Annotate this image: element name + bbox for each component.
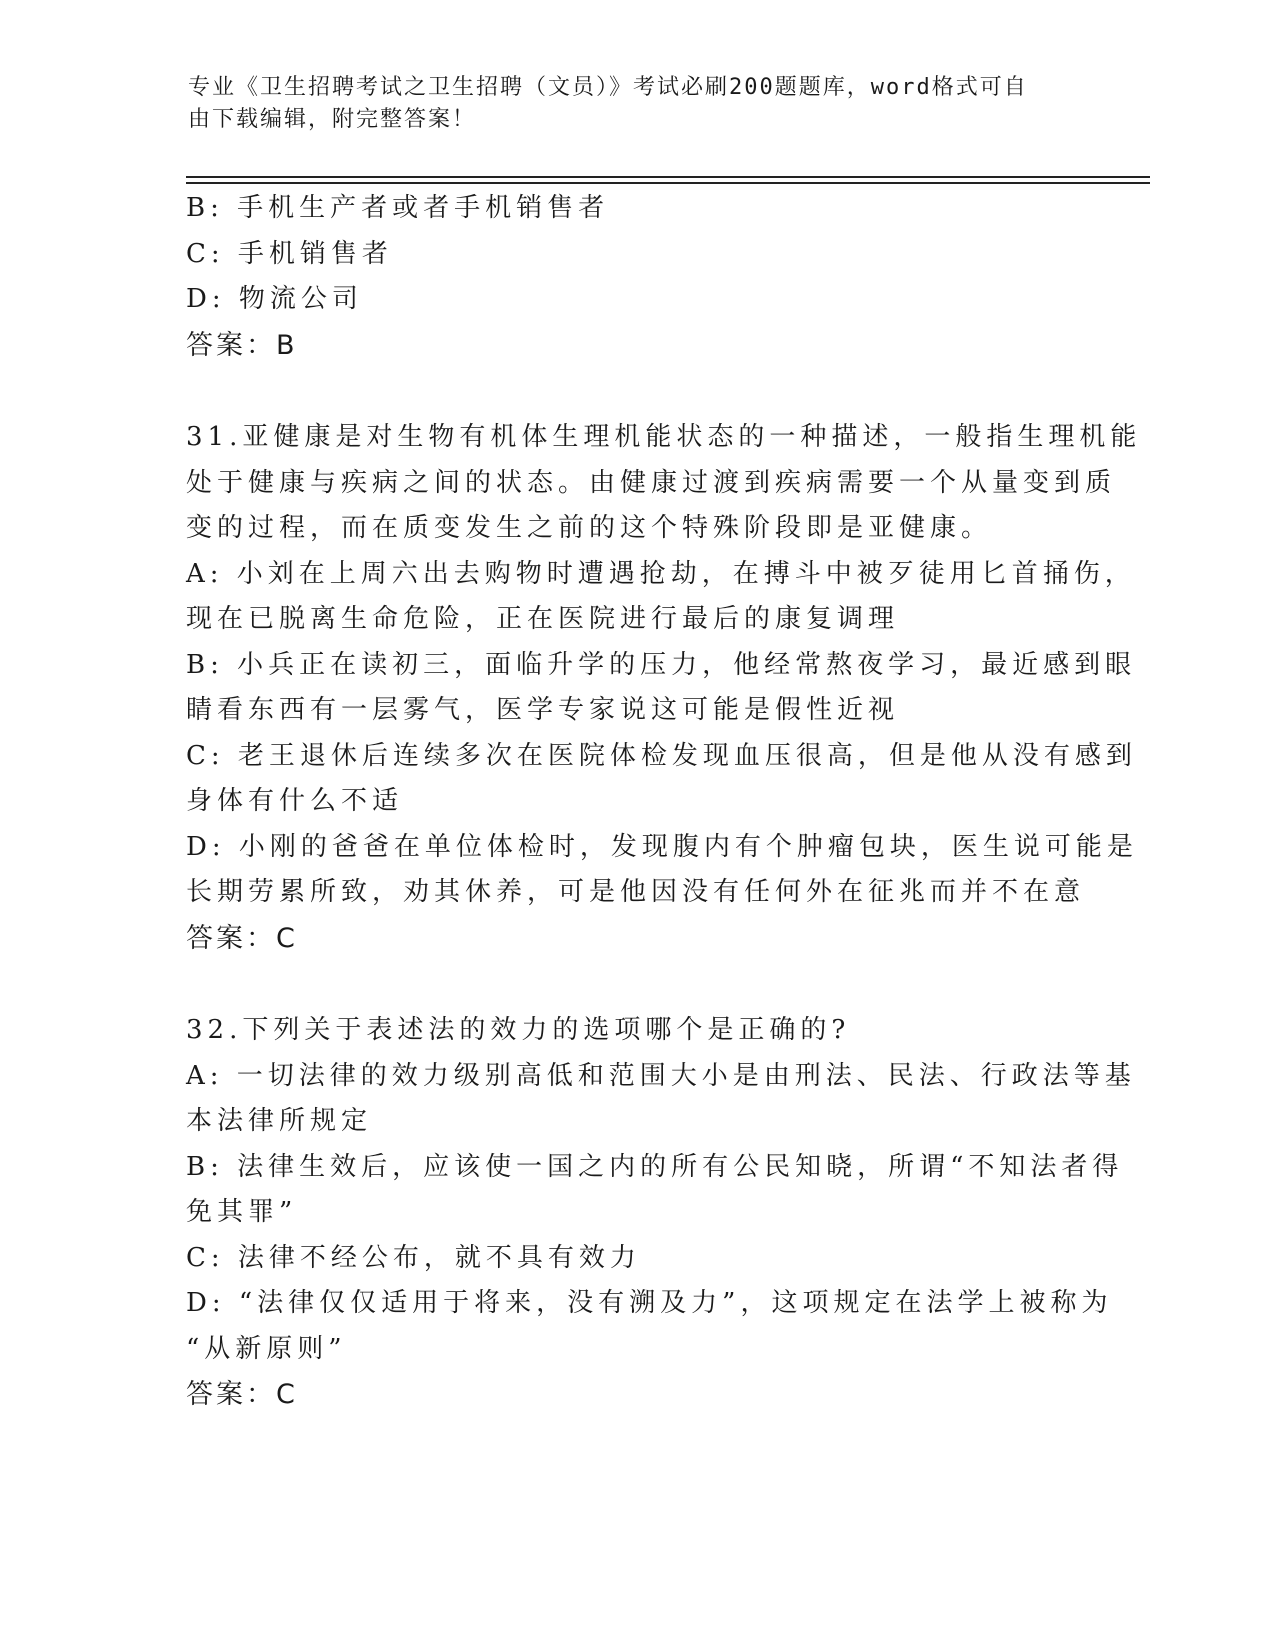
question-spacer xyxy=(186,961,1086,1008)
q30-option-c: C: 手机销售者 xyxy=(186,238,393,269)
q31-option-c-line-1: C: 老王退休后连续多次在医院体检发现血压很高，但是他从没有感到 xyxy=(186,740,1137,771)
q32-option-d-line-2: “从新原则” xyxy=(186,1333,347,1364)
q32-option-a-line-1: A: 一切法律的效力级别高低和范围大小是由刑法、民法、行政法等基 xyxy=(186,1060,1136,1091)
q31-stem-line-1: 31.亚健康是对生物有机体生理机能状态的一种描述，一般指生理机能 xyxy=(186,422,1142,452)
question-spacer xyxy=(186,368,1086,415)
q32-option-a-line-2: 本法律所规定 xyxy=(186,1106,373,1136)
q32-option-c-line-1: C: 法律不经公布，就不具有效力 xyxy=(186,1242,641,1273)
header-title-line-1: 专业《卫生招聘考试之卫生招聘（文员）》考试必刷200题题库，word格式可自 xyxy=(188,75,1028,100)
q32-option-d-line-1: D: “法律仅仅适用于将来，没有溯及力”，这项规定在法学上被称为 xyxy=(186,1288,1113,1318)
q31-option-c-line-2: 身体有什么不适 xyxy=(186,786,404,816)
q32-answer: 答案：C xyxy=(186,1379,298,1410)
q32-option-b-line-1: B: 法律生效后，应该使一国之内的所有公民知晓，所谓“不知法者得 xyxy=(186,1151,1124,1182)
header-title-line-2: 由下载编辑，附完整答案！ xyxy=(188,107,477,132)
q31-option-b-line-2: 睛看东西有一层雾气，医学专家说这可能是假性近视 xyxy=(186,695,900,725)
header-divider-top xyxy=(186,176,1150,178)
question-30-block xyxy=(186,186,1086,368)
question-31-block xyxy=(186,415,1142,961)
q31-option-a-line-1: A: 小刘在上周六出去购物时遭遇抢劫，在搏斗中被歹徒用匕首捅伤， xyxy=(186,558,1136,589)
document-body xyxy=(186,186,1142,1418)
q31-answer: 答案：C xyxy=(186,922,298,954)
q31-stem-line-2: 处于健康与疾病之间的状态。由健康过渡到疾病需要一个从量变到质 xyxy=(186,467,1117,498)
q32-option-b-line-2: 免其罪” xyxy=(186,1197,298,1227)
q30-option-b: B: 手机生产者或者手机销售者 xyxy=(186,193,610,223)
q31-option-a-line-2: 现在已脱离生命危险，正在医院进行最后的康复调理 xyxy=(186,604,900,634)
q30-answer: 答案：B xyxy=(186,329,298,361)
document-header xyxy=(188,72,1068,136)
q31-option-b-line-1: B: 小兵正在读初三，面临升学的压力，他经常熬夜学习，最近感到眼 xyxy=(186,649,1137,680)
q31-option-d-line-2: 长期劳累所致，劝其休养，可是他因没有任何外在征兆而并不在意 xyxy=(186,877,1086,907)
header-divider-bottom xyxy=(186,182,1150,184)
q32-stem-line-1: 32.下列关于表述法的效力的选项哪个是正确的? xyxy=(186,1015,851,1045)
q30-option-d: D: 物流公司 xyxy=(186,284,363,314)
q31-option-d-line-1: D: 小刚的爸爸在单位体检时，发现腹内有个肿瘤包块，医生说可能是 xyxy=(186,831,1138,862)
q31-stem-line-3: 变的过程，而在质变发生之前的这个特殊阶段即是亚健康。 xyxy=(186,513,993,543)
question-32-block xyxy=(186,1008,1136,1418)
